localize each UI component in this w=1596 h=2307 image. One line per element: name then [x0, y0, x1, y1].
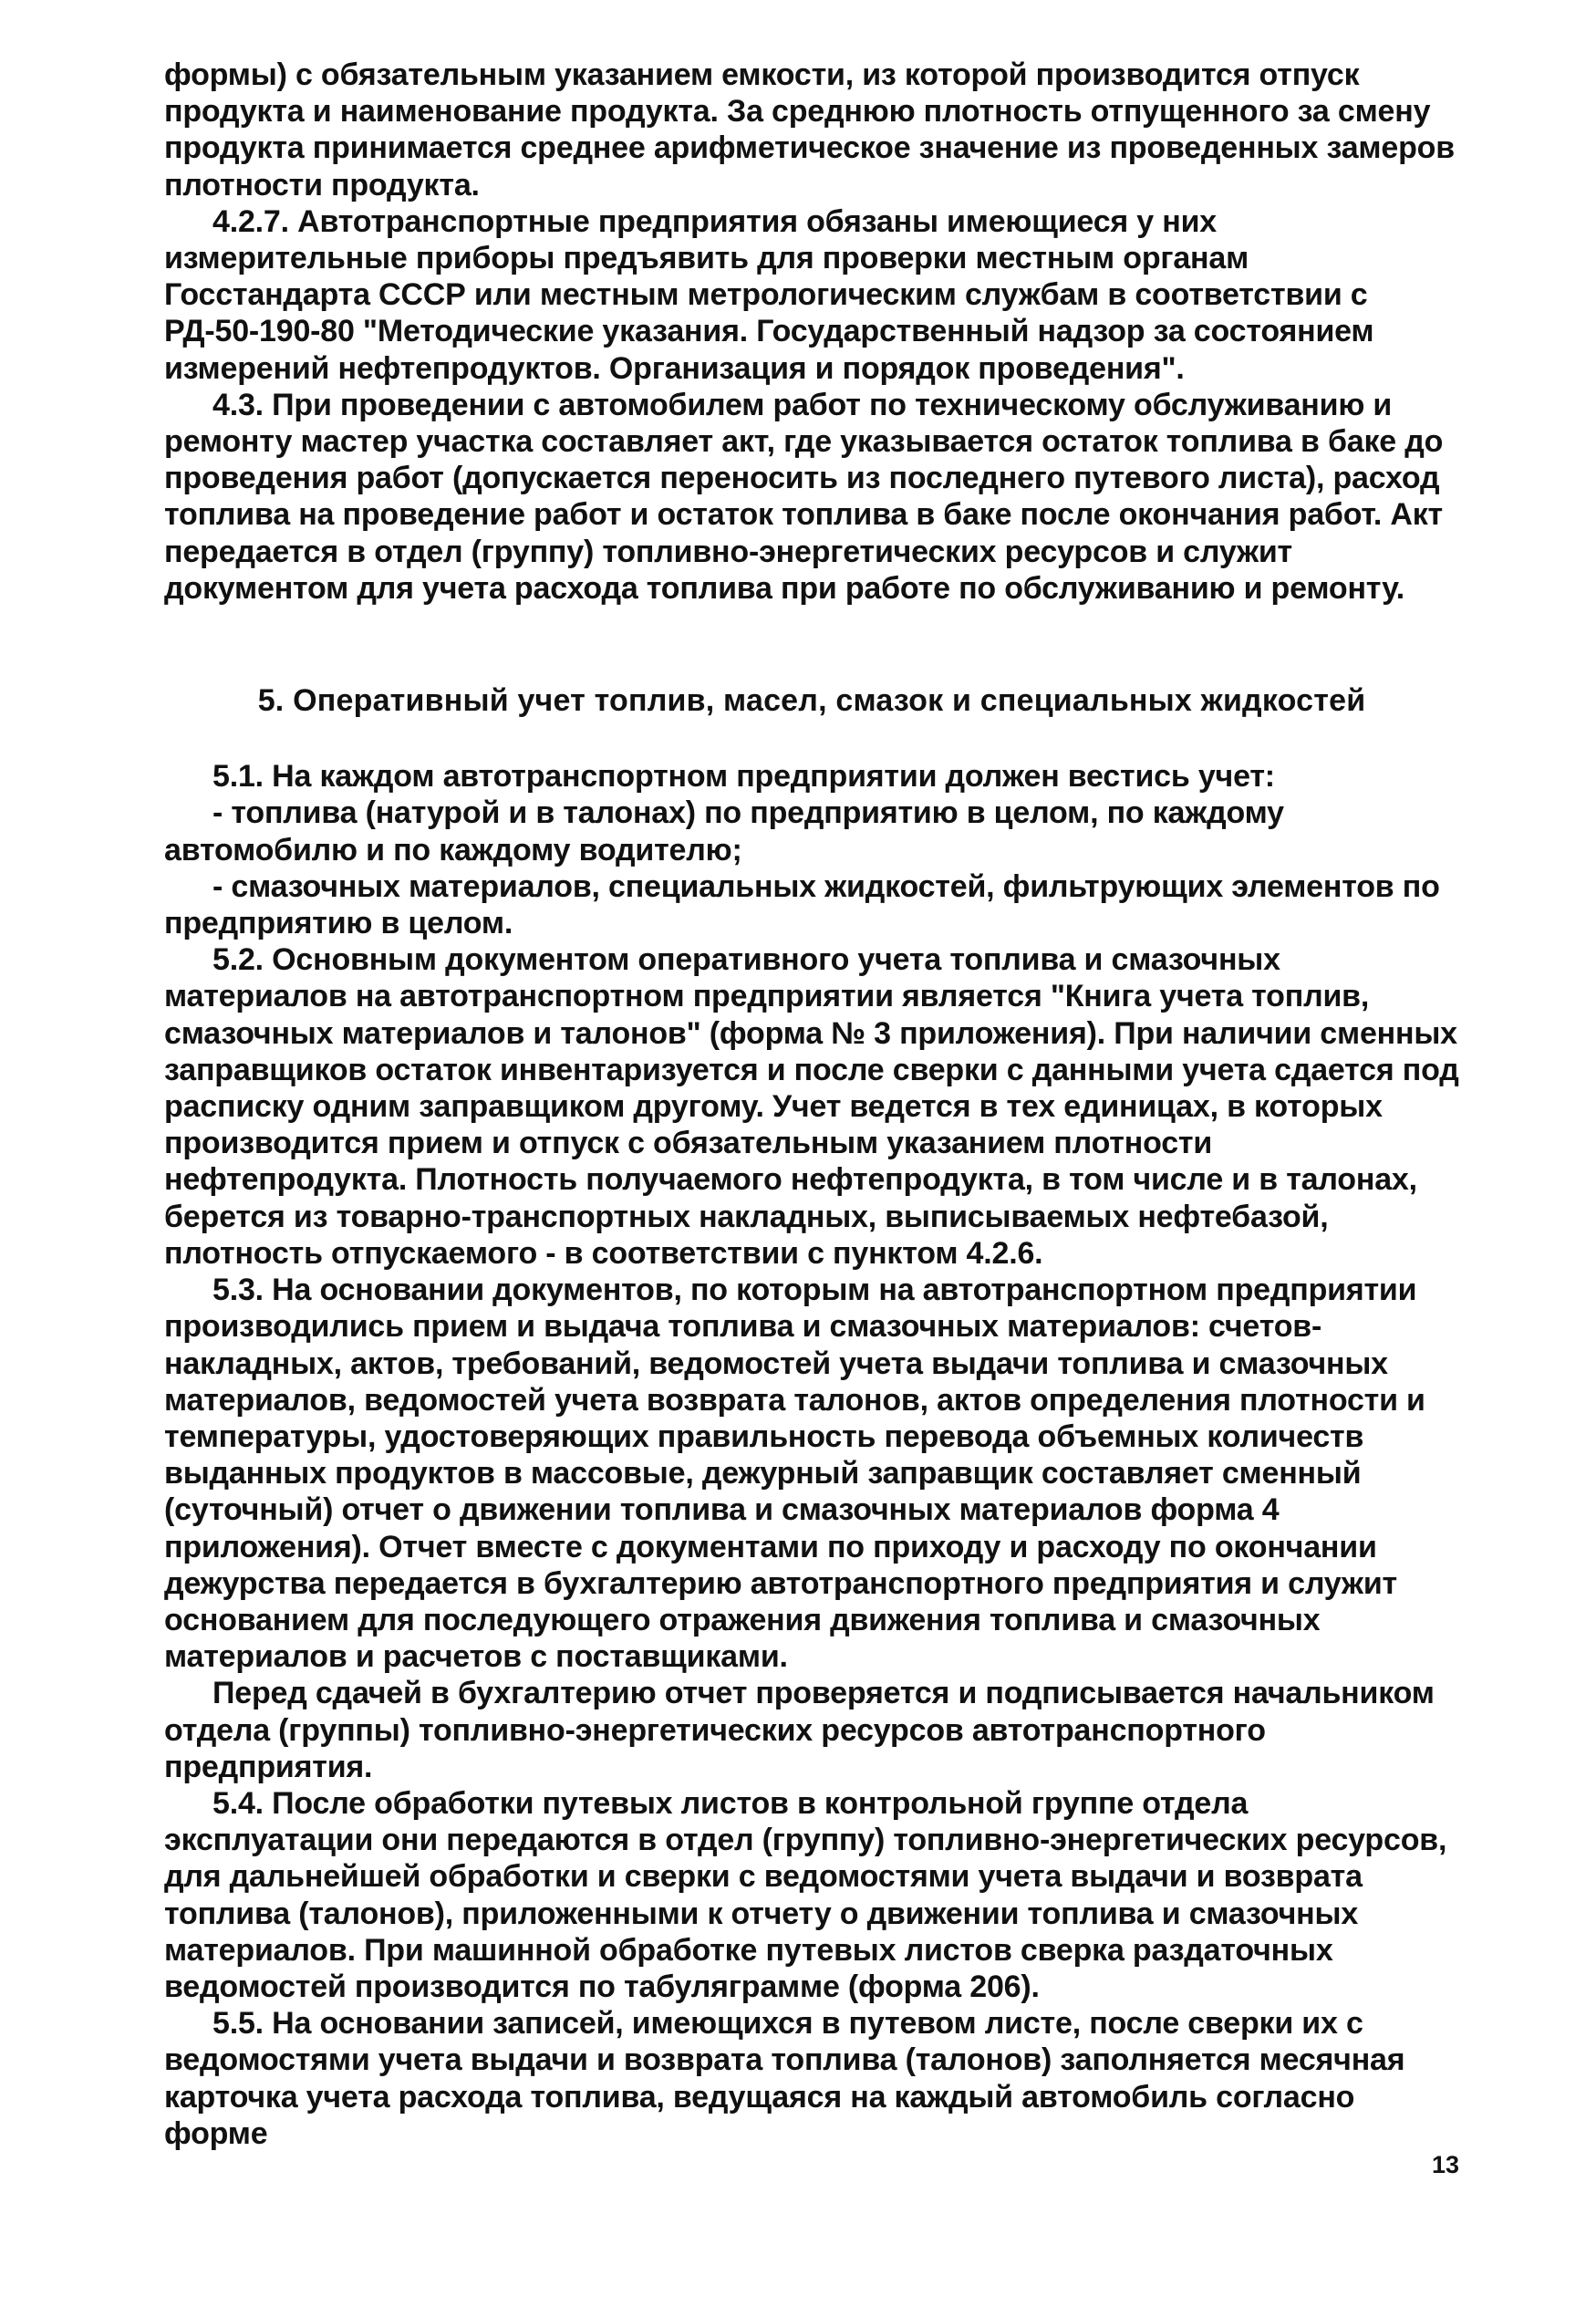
paragraph-5-3: 5.3. На основании документов, по которым на автотранспортном предприятии производились прием и выдача топлива и смазочных материалов: счетов-накладных, актов, требований, ведомостей учета выдачи топлива и смазочных материалов, ведомостей учета возврата талонов, актов определения плотности и температуры, удостоверяющих правильность перевода объемных количеств выданных продуктов в массовые, дежурный заправщик составляет сменный (суточный) отчет о движении топлива и смазочных материалов форма 4 приложения). Отчет вместе с документами по приходу и расходу по окончании дежурства передается в бухгалтерию автотранспортного предприятия и служит основанием для последующего отражения движения топлива и смазочных материалов и расчетов с поставщиками. — [164, 1273, 1425, 1675]
list-item-fuel: - топлива (натурой и в талонах) по предприятию в целом, по каждому автомобилю и по каждому водителю; — [164, 795, 1284, 868]
section-spacer — [164, 607, 1459, 682]
list-item-lubricants: - смазочных материалов, специальных жидкостей, фильтрующих элементов по предприятию в целом. — [164, 868, 1440, 941]
paragraph-5-4: 5.4. После обработки путевых листов в контрольной группе отдела эксплуатации они передаются в отдел (группу) топливно-энергетических ресурсов, для дальнейшей обработки и сверки с ведомостями учета выдачи и возврата топлива (талонов), приложенными к отчету о движении топлива и смазочных материалов. При машинной обработке путевых листов сверка раздаточных ведомостей производится по табуляграмме (форма 206). — [164, 1785, 1447, 2004]
paragraph-4-3: 4.3. При проведении с автомобилем работ по техническому обслуживанию и ремонту мастер участка составляет акт, где указывается остаток топлива в баке до проведения работ (допускается переносить из последнего путевого листа), расход топлива на проведение работ и остаток топлива в баке после окончания работ. Акт передается в отдел (группу) топливно-энергетических ресурсов и служит документом для учета расхода топлива при работе по обслуживанию и ремонту. — [164, 387, 1444, 606]
paragraph-5-1: 5.1. На каждом автотранспортном предприятии должен вестись учет: — [212, 759, 1275, 795]
paragraph-report-check: Перед сдачей в бухгалтерию отчет проверяется и подписывается начальником отдела (группы) топливно-энергетических ресурсов автотранспортного предприятия. — [164, 1676, 1435, 1784]
paragraph-5-2: 5.2. Основным документом оперативного учета топлива и смазочных материалов на автотранспортном предприятии является "Книга учета топлив, смазочных материалов и талонов" (форма № 3 приложения). При наличии сменных заправщиков остаток инвентаризуется и после сверки с данными учета сдается под расписку одним заправщиком другому. Учет ведется в тех единицах, в которых производится прием и отпуск с обязательным указанием плотности нефтепродукта. Плотность получаемого нефтепродукта, в том числе и в талонах, берется из товарно-транспортных накладных, выписываемых нефтебазой, плотность отпускаемого - в соответствии с пунктом 4.2.6. — [164, 942, 1459, 1271]
section-heading-5: 5. Оперативный учет топлив, масел, смазок и специальных жидкостей — [257, 683, 1366, 719]
page-number: 13 — [1431, 2151, 1459, 2178]
paragraph-5-5: 5.5. На основании записей, имеющихся в путевом листе, после сверки их с ведомостями учета выдачи и возврата топлива (талонов) заполняется месячная карточка учета расхода топлива, ведущаяся на каждый автомобиль согласно форме — [164, 2006, 1405, 2151]
paragraph-form-continuation: формы) с обязательным указанием емкости, из которой производится отпуск продукта и наименование продукта. За среднюю плотность отпущенного за смену продукта принимается среднее арифметическое значение из проведенных замеров плотности продукта. — [164, 57, 1455, 203]
document-body — [164, 57, 1459, 2152]
heading-spacer — [164, 719, 1459, 758]
paragraph-4-2-7: 4.2.7. Автотранспортные предприятия обязаны имеющиеся у них измерительные приборы предъявить для проверки местным органам Госстандарта СССР или местным метрологическим службам в соответствии с РД-50-190-80 "Методические указания. Государственный надзор за состоянием измерений нефтепродуктов. Организация и порядок проведения". — [164, 203, 1374, 386]
